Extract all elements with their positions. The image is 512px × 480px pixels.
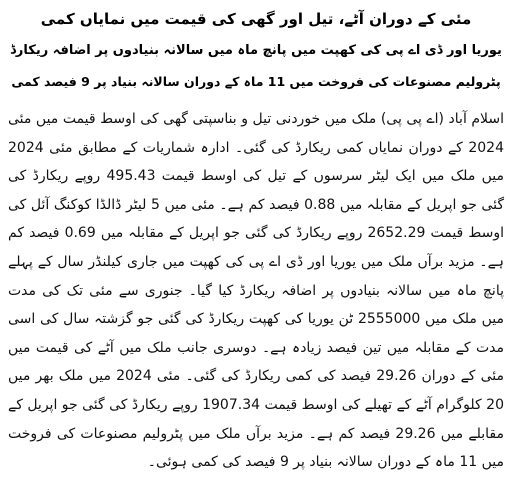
headline-urea-dap: یوریا اور ڈی اے پی کی کھپت میں پانچ ماہ میں سالانہ بنیادوں پر اضافہ ریکارڈ — [10, 43, 502, 58]
headline-petroleum-sales: پٹرولیم مصنوعات کی فروخت میں 11 ماہ کے دوران سالانہ بنیاد پر 9 فیصد کمی — [11, 74, 501, 89]
headline-group — [8, 4, 504, 97]
headline-flour-oil-ghee: مئی کے دوران آٹے، تیل اور گھی کی قیمت میں نمایاں کمی — [40, 10, 472, 28]
article-body: اسلام آباد (اے پی پی) ملک میں خوردنی تیل و بناسپتی گھی کی اوسط قیمت میں مئی 2024 کے دوران نمایاں کمی ریکارڈ کی گئی۔ ادارہ شماریات کے مطابق مئی 2024 میں ملک میں ایک لیٹر سرسوں کے تیل کی اوسط قیمت 495.43 روپے ریکارڈ کی گئی جو اپریل کے مقابلہ میں 0.88 فیصد کم ہے۔ مئی میں 5 لیٹر ڈالڈا کوکنگ آئل کی اوسط قیمت 2652.29 روپے ریکارڈ کی گئی جو اپریل کے مقابلہ میں 0.69 فیصد کم ہے۔ مزید برآں ملک میں یوریا اور ڈی اے پی کی کھپت میں جاری کیلنڈر سال کے پہلے پانچ ماہ میں سالانہ بنیادوں پر اضافہ ریکارڈ کیا گیا۔ جنوری سے مئی تک کی مدت میں ملک میں 2555000 ٹن یوریا کی کھپت ریکارڈ کی گئی جو گزشتہ سال کی اسی مدت کے مقابلہ میں تین فیصد زیادہ ہے۔ دوسری جانب ملک میں آٹے کی قیمت میں مئی کے دوران 29.26 فیصد کی کمی ریکارڈ کی گئی۔ مئی 2024 میں ملک بھر میں 20 کلوگرام آٹے کے تھیلے کی اوسط قیمت 1907.34 روپے ریکارڈ کی گئی جو اپریل کے مقابلے میں 29.26 فیصد کم ہے۔ مزید برآں ملک میں پٹرولیم مصنوعات کی فروخت میں 11 ماہ کے دوران سالانہ بنیاد پر 9 فیصد کی کمی ہوئی۔ — [8, 111, 505, 471]
